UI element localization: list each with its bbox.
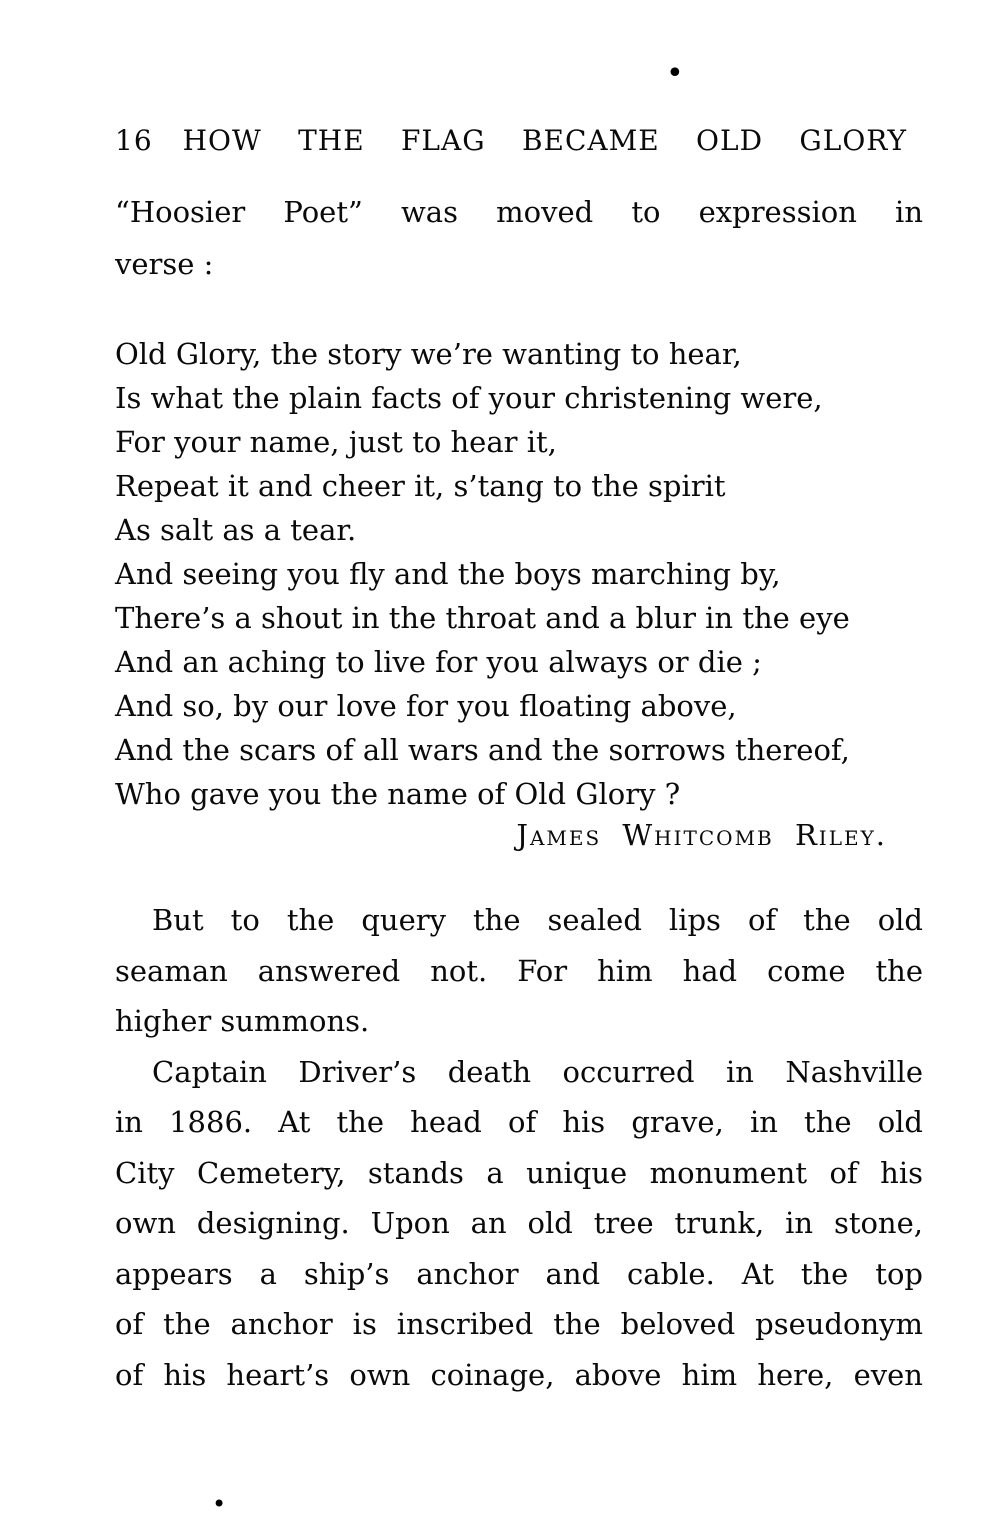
text-line: “Hoosier Poet” was moved to expression in [115, 195, 923, 229]
text-line: verse : [115, 247, 214, 281]
text-line: in 1886. At the head of his grave, in the old [115, 1105, 923, 1139]
text-line: seaman answered not. For him had come the [115, 953, 923, 988]
page-number: 16 [115, 124, 153, 157]
text-line: Captain Driver’s death occurred in Nashville [152, 1054, 923, 1089]
top-ink-dot: • [666, 56, 684, 91]
poem-attribution: James Whitcomb Riley. [516, 818, 887, 852]
bottom-ink-dot: • [212, 1490, 227, 1518]
text-line: But to the query the sealed lips of the old [152, 903, 923, 937]
intro-paragraph [115, 186, 923, 290]
body-text [115, 895, 923, 1400]
poem-line: And an aching to live for you always or die ; [115, 645, 762, 679]
poem-line: For your name, just to hear it, [115, 425, 557, 459]
poem-line: Old Glory, the story we’re wanting to hear, [115, 337, 742, 371]
text-line: own designing. Upon an old tree trunk, in stone, [115, 1206, 923, 1240]
text-line: of his heart’s own coinage, above him here, even [115, 1357, 923, 1392]
running-header [115, 124, 907, 158]
poem-line: Is what the plain facts of your christening were, [115, 381, 823, 415]
poem-line: And seeing you fly and the boys marching by, [115, 557, 781, 591]
running-title: HOW THE FLAG BECAME OLD GLORY [182, 124, 907, 157]
poem-line: Repeat it and cheer it, s’tang to the spirit [115, 469, 726, 503]
text-line: higher summons. [115, 1004, 370, 1038]
poem-line: And so, by our love for you floating above, [115, 689, 737, 723]
text-line: of the anchor is inscribed the beloved pseudonym [115, 1307, 923, 1341]
text-line: City Cemetery, stands a unique monument of his [115, 1155, 923, 1190]
poem-line: There’s a shout in the throat and a blur in the eye [115, 601, 850, 635]
poem-block [115, 332, 947, 816]
poem-line: As salt as a tear. [115, 513, 357, 547]
text-line: appears a ship’s anchor and cable. At the top [115, 1256, 923, 1291]
poem-line: Who gave you the name of Old Glory ? [115, 777, 681, 811]
poem-line: And the scars of all wars and the sorrows thereof, [115, 733, 850, 767]
